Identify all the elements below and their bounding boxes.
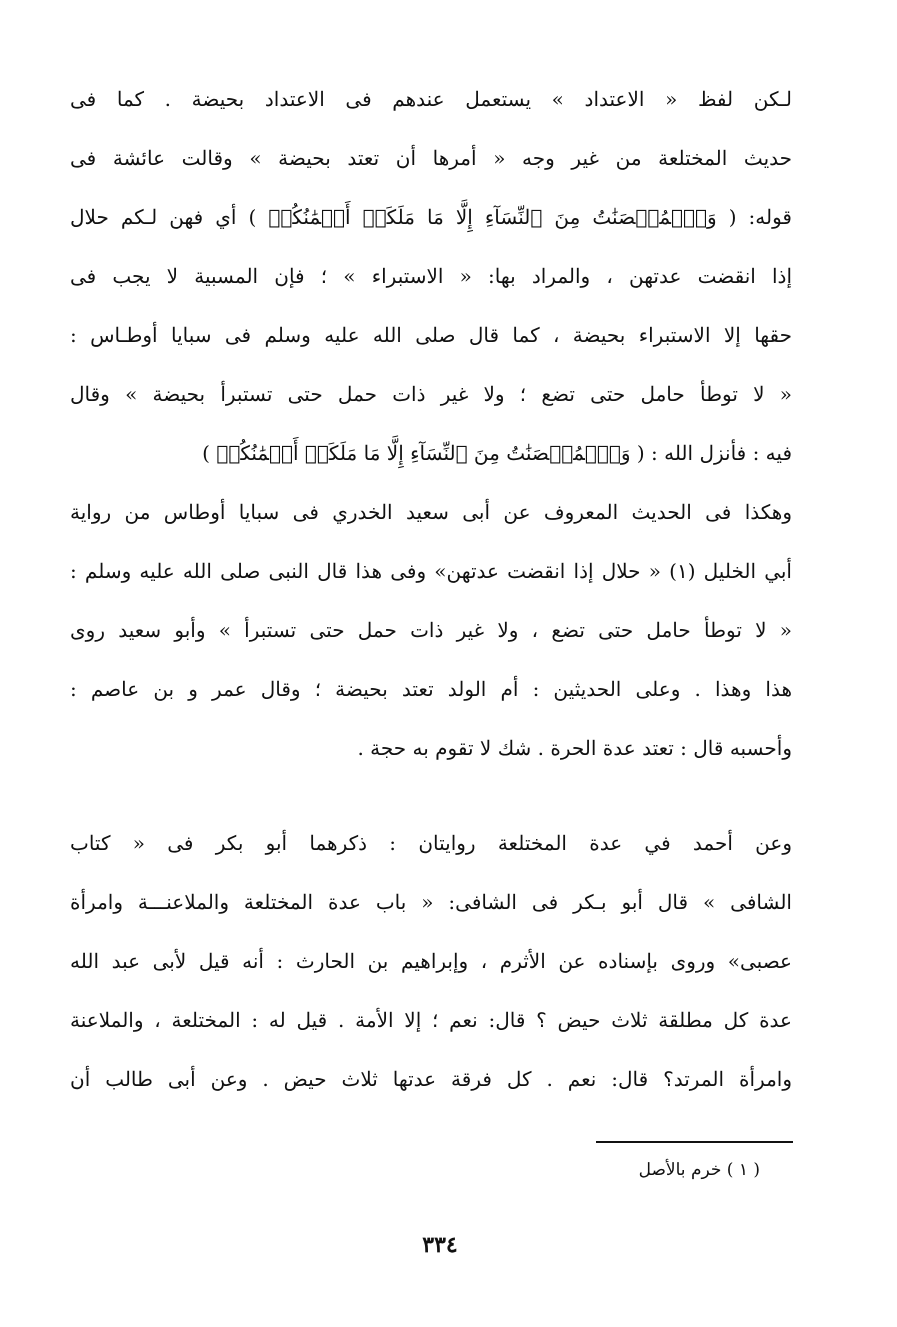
text-line: إذا انقضت عدتهن ، والمراد بها: « الاستبراء » ؛ فإن المسبية لا يجب فى <box>70 264 792 288</box>
text-line: وهكذا فى الحديث المعروف عن أبى سعيد الخدري فى سبايا أوطاس من رواية <box>70 500 792 524</box>
text-line: وعن أحمد في عدة المختلعة روايتان : ذكرهما أبو بكر فى « كتاب <box>70 831 792 855</box>
text-line: « لا توطأ حامل حتى تضع ؛ ولا غير ذات حمل حتى تستبرأ بحيضة » وقال <box>70 382 792 406</box>
text-line: قوله: ( وَٱلۡمُحۡصَنَٰتُ مِنَ ٱلنِّسَآءِ إِلَّا مَا مَلَكَتۡ أَيۡمَٰنُكُمۡ ) أي فهن لـكم حلال <box>70 205 792 229</box>
text-line: عدة كل مطلقة ثلاث حيض ؟ قال: نعم ؛ إلا الأمة . قيل له : المختلعة ، والملاعنة <box>70 1008 792 1032</box>
footnote-divider <box>596 1141 793 1143</box>
text-line: حقها إلا الاستبراء بحيضة ، كما قال صلى الله عليه وسلم فى سبايا أوطـاس : <box>70 323 792 347</box>
text-line: الشافى » قال أبو بـكر فى الشافى: « باب عدة المختلعة والملاعنـــة وامرأة <box>70 890 792 914</box>
text-line: وأحسبه قال : تعتد عدة الحرة . شك لا تقوم به حجة . <box>357 736 792 760</box>
text-line: هذا وهذا . وعلى الحديثين : أم الولد تعتد بحيضة ؛ وقال عمر و بن عاصم : <box>70 677 792 701</box>
paragraph-2 <box>70 814 792 1109</box>
text-line: « لا توطأ حامل حتى تضع ، ولا غير ذات حمل حتى تستبرأ » وأبو سعيد روى <box>70 618 792 642</box>
paragraph-1 <box>70 70 792 778</box>
text-line: لـكن لفظ « الاعتداد » يستعمل عندهم فى الاعتداد بحيضة . كما فى <box>70 87 792 111</box>
footnote: ( ١ ) خرم بالأصل <box>638 1160 760 1180</box>
text-line: فيه : فأنزل الله : ( وَٱلۡمُحۡصَنَٰتُ مِنَ ٱلنِّسَآءِ إِلَّا مَا مَلَكَتۡ أَيۡمَٰنُكُمۡ ) <box>202 441 792 465</box>
page-number: ٣٣٤ <box>422 1232 458 1258</box>
text-line: أبي الخليل (١) « حلال إذا انقضت عدتهن» وفى هذا قال النبى صلى الله عليه وسلم : <box>70 559 792 583</box>
text-line: حديث المختلعة من غير وجه « أمرها أن تعتد بحيضة » وقالت عائشة فى <box>70 146 792 170</box>
text-line: عصبى» وروى بإسناده عن الأثرم ، وإبراهيم بن الحارث : أنه قيل لأبى عبد الله <box>70 949 792 973</box>
text-line: وامرأة المرتد؟ قال: نعم . كل فرقة عدتها ثلاث حيض . وعن أبى طالب أن <box>70 1067 792 1091</box>
